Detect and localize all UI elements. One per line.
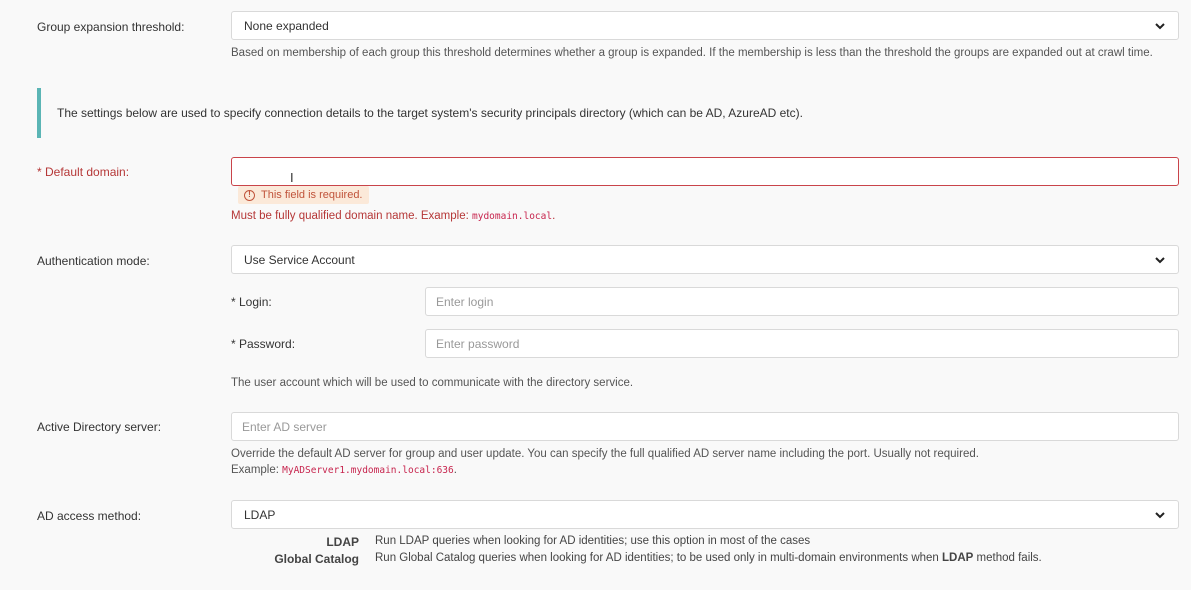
group-expansion-help: Based on membership of each group this threshold determines whether a group is expanded. If the membership is less than the threshold the groups are expanded out at crawl time. [231, 47, 1153, 59]
ad-access-label: AD access method: [37, 509, 142, 523]
default-domain-help-code: mydomain.local [472, 211, 553, 222]
default-domain-help [231, 208, 555, 225]
default-domain-help-text: Must be fully qualified domain name. Example: [231, 210, 469, 222]
chevron-down-icon [1154, 509, 1166, 521]
default-domain-label: * Default domain: [37, 165, 130, 179]
info-callout-text: The settings below are used to specify connection details to the target system's security principals directory (which can be AD, AzureAD etc). [57, 106, 803, 120]
ad-server-example-prefix: Example: [231, 464, 279, 476]
ad-server-example [231, 462, 457, 479]
ad-access-select[interactable] [231, 500, 1179, 529]
login-input[interactable] [425, 287, 1179, 316]
password-input[interactable] [425, 329, 1179, 358]
ad-server-help: Override the default AD server for group and user update. You can specify the full qualified AD server name including the port. Usually not required. [231, 448, 979, 460]
gc-desc-bold: LDAP [942, 552, 974, 564]
ad-server-label: Active Directory server: [37, 420, 162, 434]
auth-mode-value: Use Service Account [244, 252, 355, 267]
auth-mode-label: Authentication mode: [37, 254, 150, 268]
password-label: * Password: [231, 337, 296, 351]
ad-access-option-ldap-desc: Run LDAP queries when looking for AD identities; use this option in most of the cases [375, 535, 811, 547]
default-domain-error [238, 186, 369, 204]
text-cursor-icon: I [290, 170, 294, 185]
default-domain-help-suffix: . [552, 210, 556, 222]
default-domain-error-text: This field is required. [261, 189, 363, 201]
ad-server-example-code: MyADServer1.mydomain.local:636 [282, 465, 454, 476]
ad-access-value: LDAP [244, 507, 276, 522]
gc-desc-prefix: Run Global Catalog queries when looking for AD identities; to be used only in multi-domain environments when [375, 552, 939, 564]
ad-server-example-suffix: . [453, 464, 457, 476]
info-callout [37, 88, 1179, 138]
ad-access-option-ldap-name: LDAP [326, 535, 359, 549]
chevron-down-icon [1154, 20, 1166, 32]
ad-access-option-gc-desc [375, 552, 1042, 564]
ad-server-input[interactable] [231, 412, 1179, 441]
chevron-down-icon [1154, 254, 1166, 266]
login-label: * Login: [231, 295, 272, 309]
group-expansion-value: None expanded [244, 18, 329, 33]
default-domain-input[interactable] [231, 157, 1179, 186]
error-circle-icon: ! [244, 190, 255, 201]
auth-mode-help: The user account which will be used to communicate with the directory service. [231, 377, 634, 389]
group-expansion-label: Group expansion threshold: [37, 20, 185, 34]
ad-access-option-gc-name: Global Catalog [274, 552, 359, 566]
gc-desc-suffix: method fails. [976, 552, 1042, 564]
group-expansion-select[interactable] [231, 11, 1179, 40]
auth-mode-select[interactable] [231, 245, 1179, 274]
